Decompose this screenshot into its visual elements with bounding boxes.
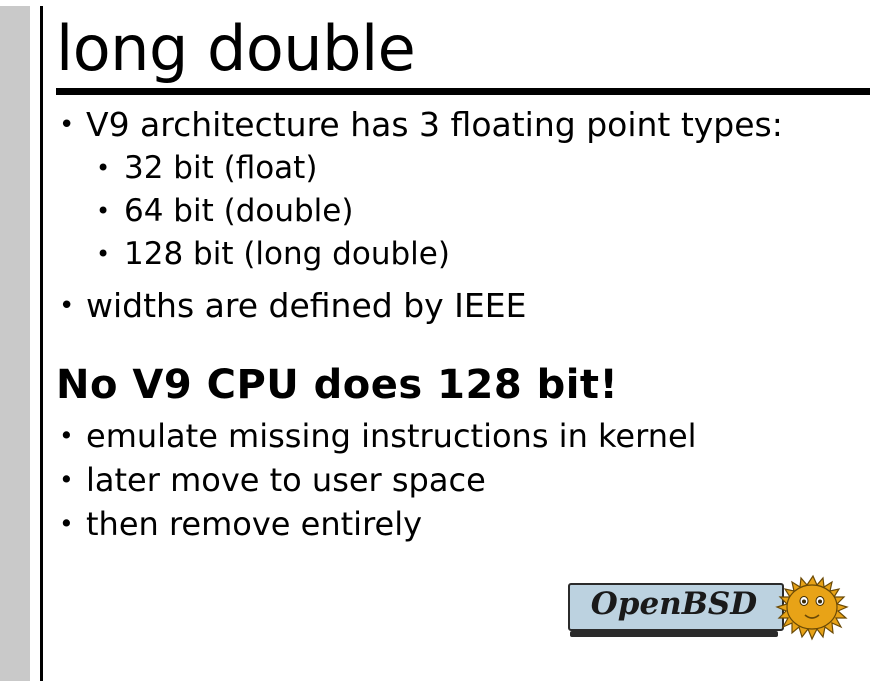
openbsd-logo [568,579,858,649]
puffy-blowfish-icon [774,573,852,647]
bullet-glyph-icon: • [59,509,74,538]
slide-title: long double [56,12,416,85]
slide-headline: No V9 CPU does 128 bit! [56,362,619,408]
list-item-label: 64 bit (double) [124,193,354,229]
bullet-glyph-icon: • [96,240,111,268]
openbsd-wordmark [568,583,780,629]
list-item-label: 32 bit (float) [124,150,318,186]
list-item [56,284,870,328]
bullet-glyph-icon: • [59,291,75,321]
list-item [94,190,870,233]
list-item-label: later move to user space [86,461,486,499]
title-divider [56,88,870,95]
bullet-glyph-icon: • [59,421,74,450]
list-item [56,414,870,458]
slide-left-border-rule [40,0,43,681]
list-item-label: 128 bit (long double) [124,236,450,272]
list-item [56,458,870,502]
bullet-glyph-icon: • [59,110,75,140]
list-item-label: V9 architecture has 3 floating point types: [86,105,783,144]
list-item [56,502,870,546]
bullet-glyph-icon: • [96,197,111,225]
bullet-list-sub [94,147,870,276]
bullet-list-top-continued [56,284,870,328]
bullet-glyph-icon: • [59,465,74,494]
wordmark-underline [570,631,778,637]
list-item [56,103,870,147]
list-item-label: then remove entirely [86,505,423,543]
list-item [94,233,870,276]
list-item [94,147,870,190]
list-item-label: emulate missing instructions in kernel [86,417,697,455]
bullet-list-bottom [56,414,870,546]
slide-left-gray-band [0,0,30,681]
wordmark-label: OpenBSD [590,586,758,622]
list-item-label: widths are defined by IEEE [86,286,527,325]
bullet-glyph-icon: • [96,154,111,182]
bullet-list-top [56,103,870,147]
